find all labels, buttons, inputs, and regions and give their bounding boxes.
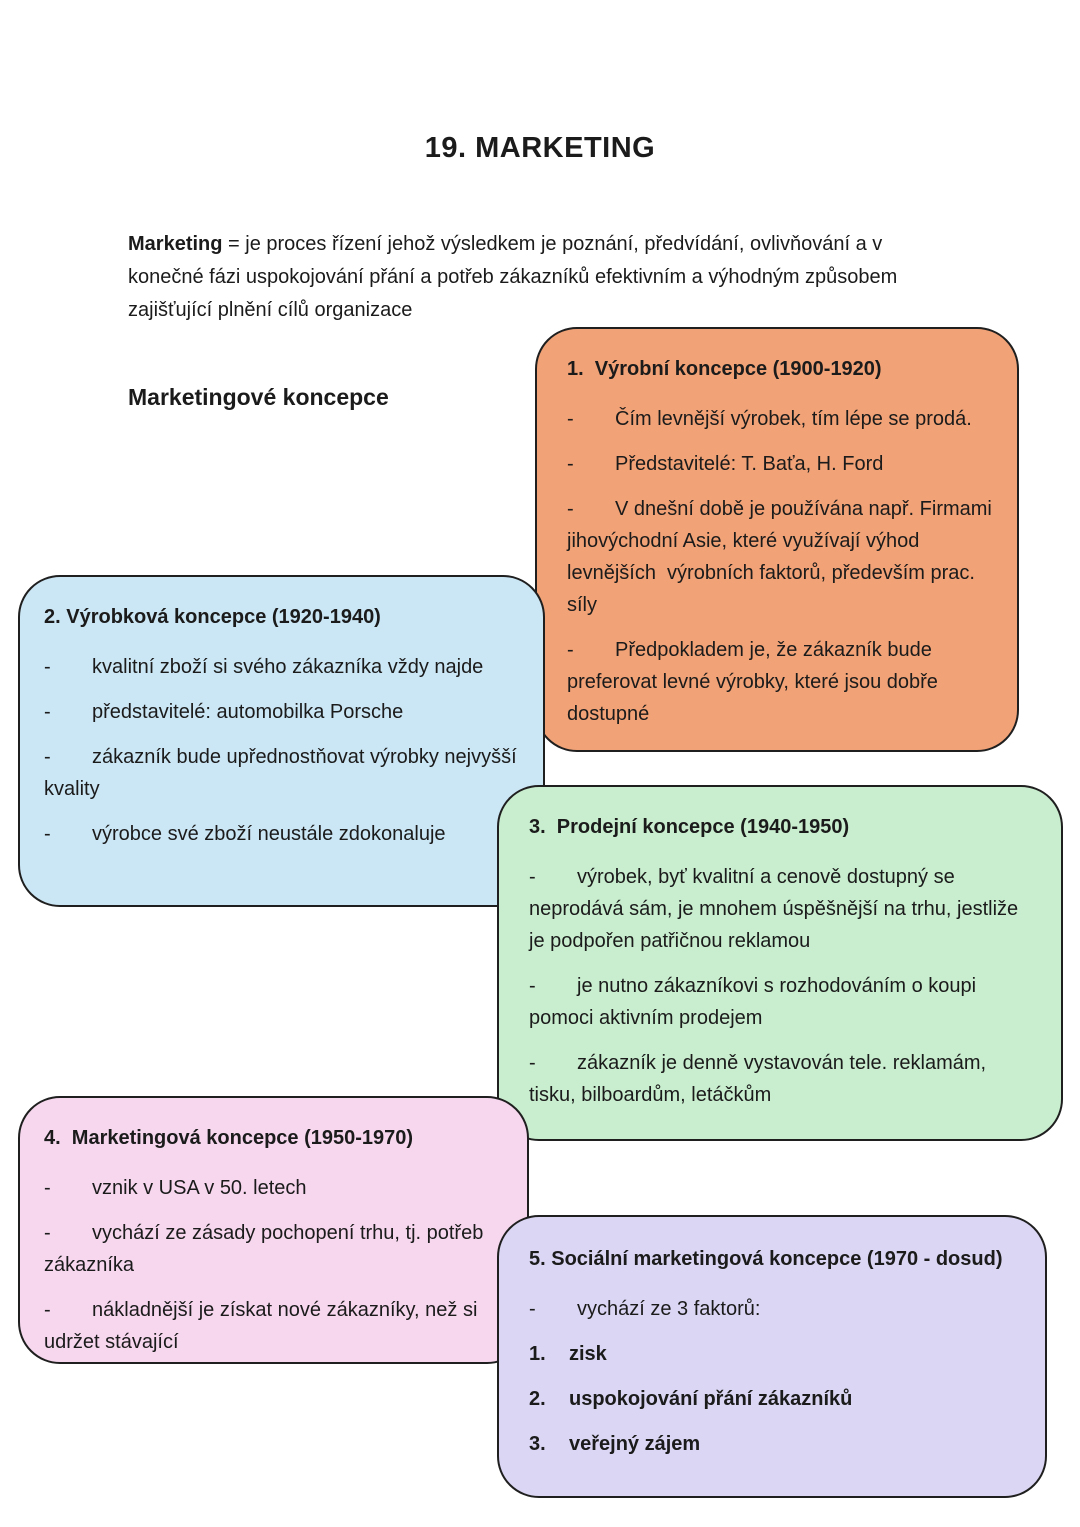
bullet-item [529,861,1027,957]
dash-marker: - [44,1222,51,1244]
intro-text: = je proces řízení jehož výsledkem je poznání, předvídání, ovlivňování a v konečné fázi uspokojování přání a potřeb zákazníků efektivním a výhodným způsobem zajišťující plnění cílů organizace [128,233,898,321]
bullet-item [529,970,1027,1034]
box-title: 1. Výrobní koncepce (1900-1920) [567,358,882,380]
dash-marker: - [44,1177,51,1199]
box-title: 3. Prodejní koncepce (1940-1950) [529,816,850,838]
bullet-text: V dnešní době je používána např. Firmami jihovýchodní Asie, které využívají výhod levnějších výrobních faktorů, především prac. síly [567,498,998,616]
number-marker: 2. [529,1388,546,1410]
bullet-item [567,448,997,480]
number-marker: 3. [529,1433,546,1455]
intro-paragraph [128,228,960,327]
concept-box-1-vyrobni-koncepce [535,327,1019,752]
bullet-item [44,651,519,683]
bullet-item [44,1217,505,1281]
section-heading: Marketingové koncepce [128,384,389,410]
dash-marker: - [529,1052,536,1074]
box-title: 5. Sociální marketingová koncepce (1970 - dosud) [529,1248,1003,1270]
dash-marker: - [44,656,51,678]
bullet-text: představitelé: automobilka Porsche [92,701,404,723]
concept-box-4-marketingova-koncepce [18,1096,529,1364]
bullet-item [44,818,519,850]
bullet-text: zákazník bude upřednostňovat výrobky nejvyšší kvality [44,746,523,800]
box-title: 4. Marketingová koncepce (1950-1970) [44,1127,414,1149]
concept-box-5-socialni-marketingova-koncepce [497,1215,1047,1498]
bullet-item [44,741,523,805]
concept-box-3-prodejni-koncepce [497,785,1063,1141]
bullet-text: zákazník je denně vystavován tele. reklamám, tisku, bilboardům, letáčkům [529,1052,992,1106]
box-title: 2. Výrobková koncepce (1920-1940) [44,606,381,628]
bullet-text: Čím levnější výrobek, tím lépe se prodá. [615,408,972,430]
dash-marker: - [567,639,574,661]
bullet-item [567,634,997,730]
dash-marker: - [567,498,574,520]
dash-marker: - [529,1298,536,1320]
bullet-text: Předpokladem je, že zákazník bude preferovat levné výrobky, které jsou dobře dostupné [567,639,944,725]
bullet-item [529,1293,1031,1325]
bullet-text: vychází ze zásady pochopení trhu, tj. potřeb zákazníka [44,1222,489,1276]
number-marker: 1. [529,1343,546,1365]
dash-marker: - [529,866,536,888]
numbered-item [529,1428,1031,1460]
page-title: 19. MARKETING [424,132,656,164]
bullet-item [44,696,519,728]
bullet-text: je nutno zákazníkovi s rozhodováním o koupi pomoci aktivním prodejem [529,975,982,1029]
intro-term: Marketing [128,233,223,255]
dash-marker: - [44,701,51,723]
numbered-item [529,1383,1031,1415]
numbered-text: veřejný zájem [569,1433,701,1455]
bullet-item [44,1172,505,1204]
bullet-item [567,403,997,435]
dash-marker: - [567,408,574,430]
concept-box-2-vyrobkova-koncepce [18,575,545,907]
bullet-item [567,493,997,621]
bullet-text: výrobek, byť kvalitní a cenově dostupný se neprodává sám, je mnohem úspěšnější na trhu, jestliže je podpořen patřičnou reklamou [529,866,1024,952]
bullet-text: vychází ze 3 faktorů: [577,1298,761,1320]
numbered-text: zisk [569,1343,607,1365]
bullet-text: kvalitní zboží si svého zákazníka vždy najde [92,656,484,678]
bullet-item [529,1047,1027,1111]
bullet-text: vznik v USA v 50. letech [92,1177,307,1199]
dash-marker: - [44,823,51,845]
numbered-text: uspokojování přání zákazníků [569,1388,853,1410]
numbered-item [529,1338,1031,1370]
dash-marker: - [529,975,536,997]
bullet-text: nákladnější je získat nové zákazníky, než si udržet stávající [44,1299,483,1353]
dash-marker: - [567,453,574,475]
dash-marker: - [44,746,51,768]
bullet-item [44,1294,505,1358]
bullet-text: Představitelé: T. Baťa, H. Ford [615,453,884,475]
dash-marker: - [44,1299,51,1321]
bullet-text: výrobce své zboží neustále zdokonaluje [92,823,446,845]
